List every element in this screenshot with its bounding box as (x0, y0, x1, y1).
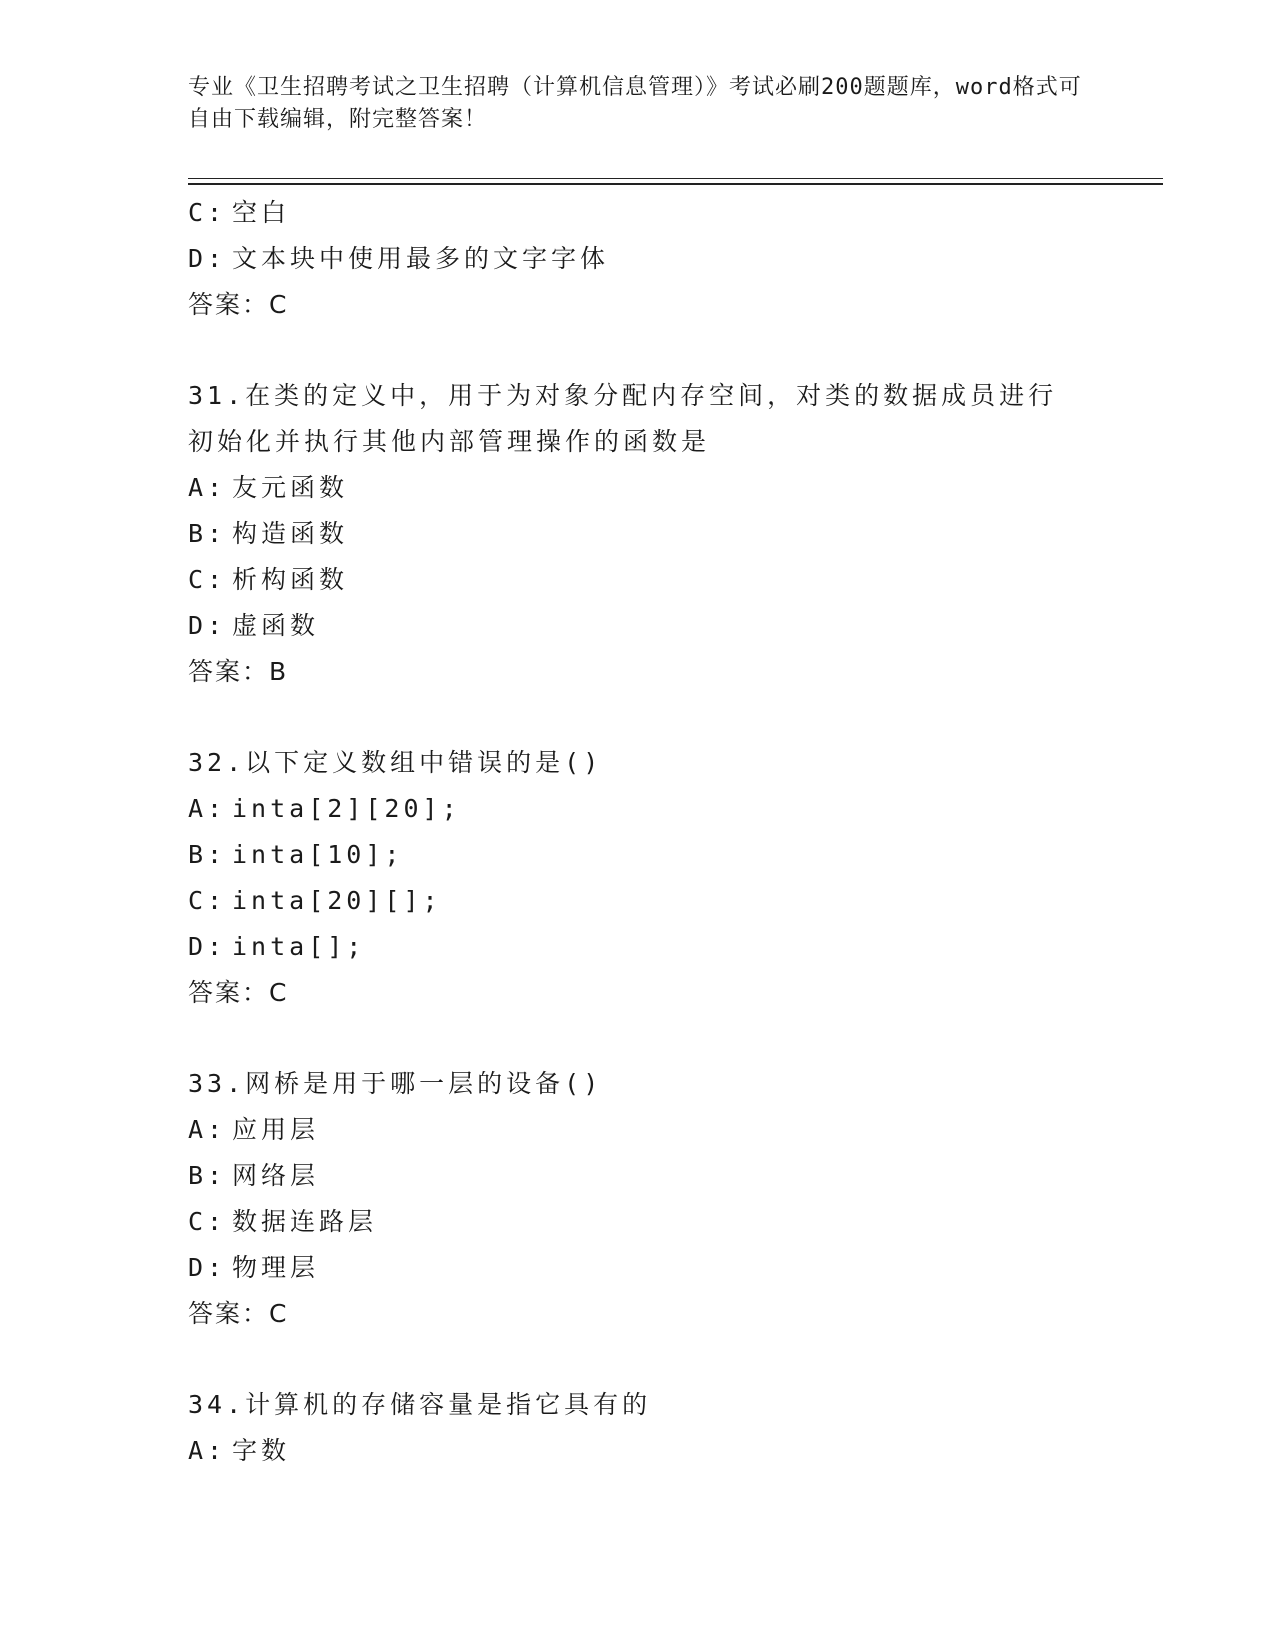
option-text: 文本块中使用最多的文字字体 (232, 244, 610, 273)
option-line (188, 190, 1163, 236)
option-key: D: (188, 1253, 227, 1282)
option-key: B: (188, 840, 227, 869)
option-line (188, 557, 1163, 603)
option-text: inta[]; (232, 932, 366, 961)
option-line (188, 465, 1163, 511)
option-key: A: (188, 1115, 227, 1144)
answer-line: 答案：C (188, 290, 289, 319)
option-key: A: (188, 1436, 227, 1465)
option-line (188, 1153, 1163, 1199)
option-text: 应用层 (232, 1115, 320, 1144)
option-text: 空白 (232, 198, 291, 227)
option-key: C: (188, 565, 227, 594)
answer-line: 答案：B (188, 657, 289, 686)
option-text: 友元函数 (232, 473, 349, 502)
option-text: 物理层 (232, 1253, 320, 1282)
spacer (188, 328, 1163, 373)
answer-line: 答案：C (188, 1299, 289, 1328)
question-stem: 32.以下定义数组中错误的是() (188, 748, 603, 777)
option-text: 网络层 (232, 1161, 320, 1190)
option-line (188, 1245, 1163, 1291)
option-line (188, 832, 1163, 878)
option-line (188, 1428, 1163, 1474)
option-line (188, 1107, 1163, 1153)
option-key: A: (188, 473, 227, 502)
option-line (188, 1199, 1163, 1245)
option-key: D: (188, 244, 227, 273)
option-line (188, 603, 1163, 649)
option-key: D: (188, 932, 227, 961)
option-line (188, 236, 1163, 282)
question-stem: 34.计算机的存储容量是指它具有的 (188, 1390, 652, 1419)
option-line (188, 511, 1163, 557)
answer-line: 答案：C (188, 978, 289, 1007)
spacer (188, 695, 1163, 740)
option-text: inta[20][]; (232, 886, 442, 915)
option-line (188, 786, 1163, 832)
question-list (188, 190, 1163, 1474)
spacer (188, 1016, 1163, 1061)
option-text: inta[10]; (232, 840, 404, 869)
option-line (188, 924, 1163, 970)
option-key: C: (188, 198, 227, 227)
option-text: 字数 (232, 1436, 291, 1465)
option-text: 构造函数 (232, 519, 349, 548)
spacer (188, 1337, 1163, 1382)
option-key: C: (188, 886, 227, 915)
question-stem: 33.网桥是用于哪一层的设备() (188, 1069, 603, 1098)
option-text: 析构函数 (232, 565, 349, 594)
header-divider-thick (188, 183, 1163, 185)
document-header: 专业《卫生招聘考试之卫生招聘（计算机信息管理）》考试必刷200题题库，word格式可自由下载编辑，附完整答案！ (188, 75, 1082, 132)
option-key: B: (188, 1161, 227, 1190)
header-divider-thin (188, 178, 1163, 179)
option-line (188, 878, 1163, 924)
option-text: 数据连路层 (232, 1207, 378, 1236)
option-key: D: (188, 611, 227, 640)
option-key: B: (188, 519, 227, 548)
question-stem: 31.在类的定义中，用于为对象分配内存空间，对类的数据成员进行初始化并执行其他内部管理操作的函数是 (188, 381, 1058, 456)
option-text: 虚函数 (232, 611, 320, 640)
option-text: inta[2][20]; (232, 794, 461, 823)
option-key: A: (188, 794, 227, 823)
option-key: C: (188, 1207, 227, 1236)
